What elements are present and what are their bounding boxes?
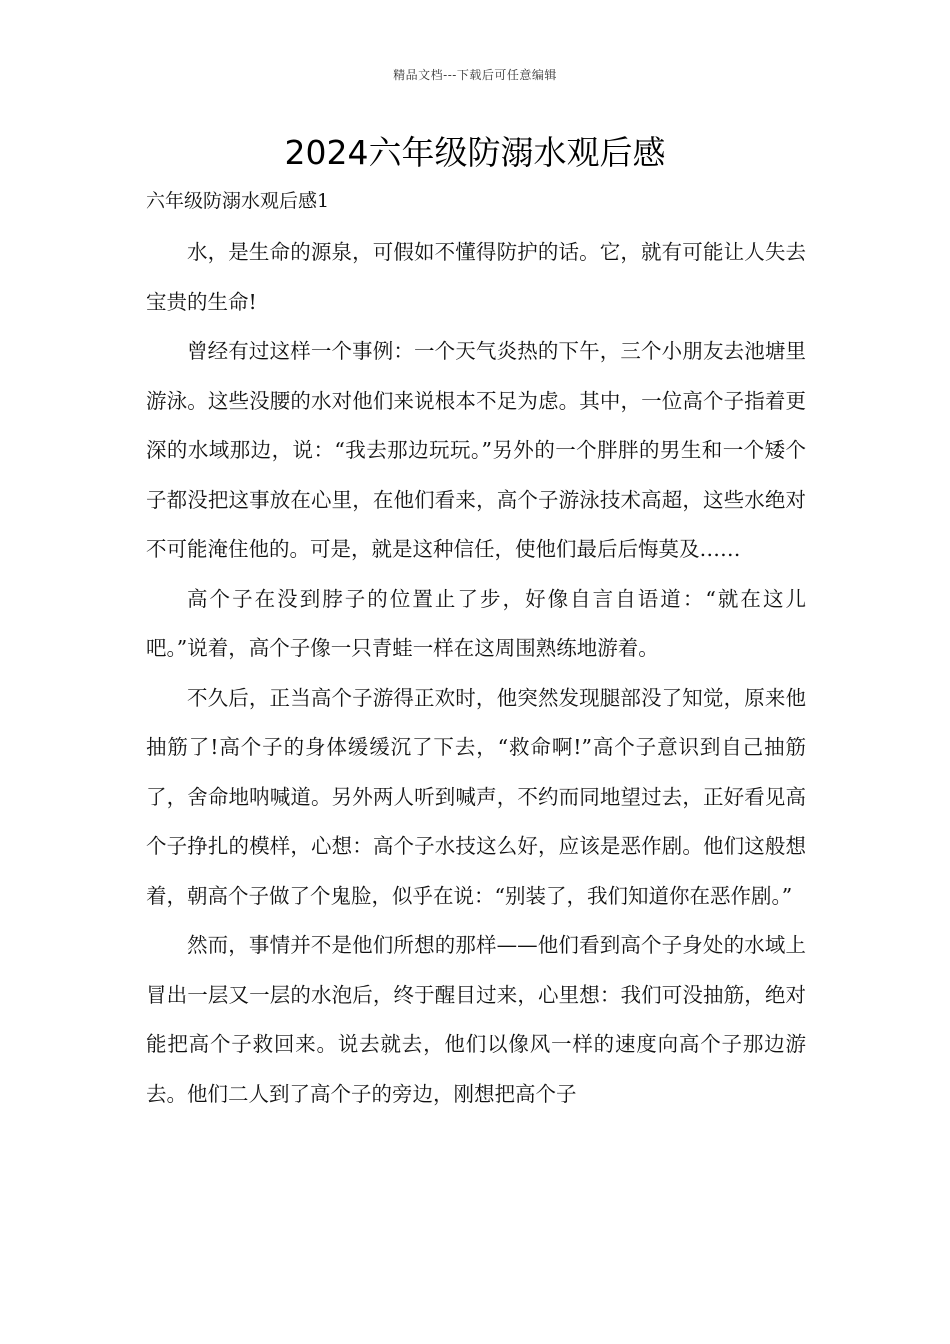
paragraph: 曾经有过这样一个事例：一个天气炎热的下午，三个小朋友去池塘里游泳。这些没腰的水对他们来说根本不足为虑。其中，一位高个子指着更深的水域那边，说：“我去那边玩玩。”另外的一个胖胖的男生和一个矮个子都没把这事放在心里，在他们看来，高个子游泳技术高超，这些水绝对不可能淹住他的。可是，就是这种信任，使他们最后后悔莫及…… (146, 339, 806, 561)
body-text (146, 228, 806, 1119)
document-title: 2024六年级防溺水观后感 (284, 133, 666, 172)
paragraph: 高个子在没到脖子的位置止了步，好像自言自语道：“就在这儿吧。”说着，高个子像一只青蛙一样在这周围熟练地游着。 (146, 586, 806, 660)
paragraph: 不久后，正当高个子游得正欢时，他突然发现腿部没了知觉，原来他抽筋了!高个子的身体缓缓沉了下去，“救命啊!”高个子意识到自己抽筋了，舍命地呐喊道。另外两人听到喊声，不约而同地望过去，正好看见高个子挣扎的模样，心想：高个子水技这么好，应该是恶作剧。他们这般想着，朝高个子做了个鬼脸，似乎在说：“别装了，我们知道你在恶作剧。” (146, 685, 806, 908)
section-subtitle: 六年级防溺水观后感1 (146, 190, 330, 212)
paragraph: 水，是生命的源泉，可假如不懂得防护的话。它，就有可能让人失去宝贵的生命! (146, 240, 806, 314)
paragraph: 然而，事情并不是他们所想的那样——他们看到高个子身处的水域上冒出一层又一层的水泡后，终于醒目过来，心里想：我们可没抽筋，绝对能把高个子救回来。说去就去，他们以像风一样的速度向高个子那边游去。他们二人到了高个子的旁边，刚想把高个子 (146, 933, 806, 1106)
header-note: 精品文档---下载后可任意编辑 (393, 68, 557, 82)
